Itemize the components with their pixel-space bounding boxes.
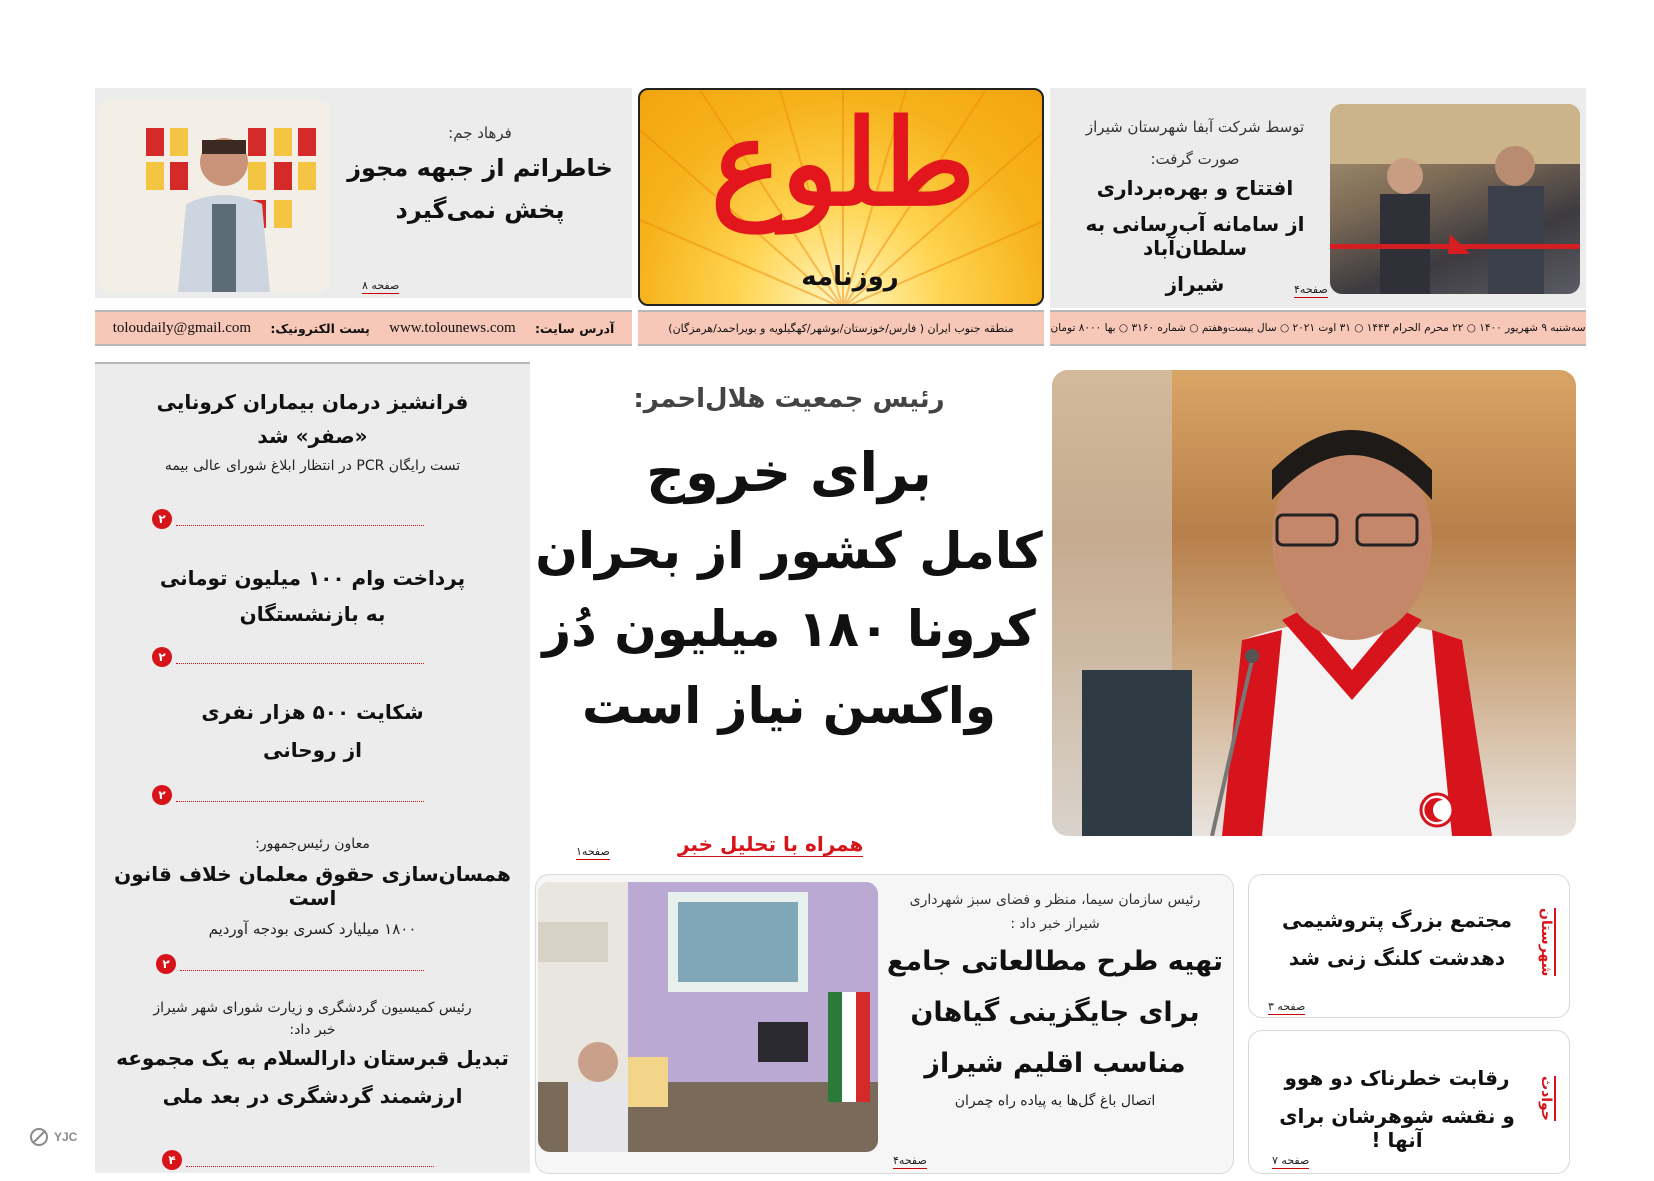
email-link[interactable]: toloudaily@gmail.com (112, 319, 252, 336)
right-card-1-line2[interactable]: دهدشت کلنگ زنی شد (1288, 946, 1506, 970)
side-story-1-line2[interactable]: «صفر» شد (257, 424, 368, 448)
side-story-5-kicker2: خبر داد: (289, 1022, 336, 1038)
center-bottom-page: صفحه۴ (893, 1154, 927, 1167)
yjc-watermark (28, 1126, 77, 1148)
side-story-4 (105, 836, 520, 938)
yjc-logo-icon (28, 1126, 50, 1148)
main-page: صفحه۱ (576, 845, 610, 858)
side-story-3-line1[interactable]: شکایت ۵۰۰ هزار نفری (201, 700, 424, 724)
top-left-headline1[interactable]: خاطراتم از جبهه مجوز (347, 154, 613, 182)
side-story-2-line1[interactable]: پرداخت وام ۱۰۰ میلیون تومانی (159, 566, 466, 590)
logo-sub: روزنامه (801, 262, 899, 292)
top-left-headline2[interactable]: پخش نمی‌گیرد (395, 196, 565, 224)
side-story-2-line2[interactable]: به بازنشستگان (239, 602, 386, 626)
side-story-4-divider (180, 970, 424, 971)
side-story-4-sub: ۱۸۰۰ میلیارد کسری بودجه آوردیم (208, 920, 417, 938)
date-line: سه‌شنبه ۹ شهریور ۱۴۰۰ ○ ۲۲ محرم الحرام ۱۴۴۳ ○ ۳۱ اوت ۲۰۲۱ ○ سال بیست‌وهفتم ○ شماره ۳۱۶۰ ○ بها ۸۰۰۰ تومان (1050, 322, 1586, 334)
right-card-2-line1[interactable]: رقابت خطرناک دو هوو (1284, 1066, 1510, 1090)
side-story-3-divider (176, 801, 424, 802)
side-story-5-line1[interactable]: تبدیل قبرستان دارالسلام به یک مجموعه (116, 1046, 509, 1070)
right-card-1-text (1262, 908, 1532, 970)
right-card-2-page: صفحه ۷ (1272, 1154, 1310, 1167)
main-story (535, 384, 1043, 746)
main-line2[interactable]: کامل کشور از بحران (535, 522, 1043, 580)
info-stripe-center (638, 310, 1044, 346)
side-story-5 (105, 1000, 520, 1108)
right-card-2-text (1262, 1066, 1532, 1152)
top-right-headline3[interactable]: شیراز (1165, 272, 1225, 296)
center-bottom-line3[interactable]: مناسب اقلیم شیراز (924, 1048, 1186, 1079)
right-card-1-tag: شهرستان (1534, 908, 1556, 976)
masthead-logo (638, 88, 1044, 306)
main-line1[interactable]: برای خروج (646, 441, 932, 504)
side-story-4-kicker: معاون رئیس‌جمهور: (255, 836, 370, 852)
side-story-5-kicker1: رئیس کمیسیون گردشگری و زیارت شورای شهر شیراز (153, 1000, 472, 1016)
side-story-5-divider (186, 1166, 434, 1167)
side-story-4-page: ۲ (156, 954, 176, 974)
center-bottom-sub: اتصال باغ گل‌ها به پیاده راه چمران (954, 1093, 1156, 1109)
side-story-3 (105, 700, 520, 762)
main-line3[interactable]: کرونا ۱۸۰ میلیون دُز (542, 599, 1036, 658)
top-right-headline1[interactable]: افتتاح و بهره‌برداری (1096, 176, 1294, 200)
site-label: آدرس سایت: (534, 320, 615, 336)
side-story-5-page: ۴ (162, 1150, 182, 1170)
main-line4[interactable]: واکسن نیاز است (582, 677, 996, 735)
red-crescent-head-photo (1052, 370, 1576, 836)
office-photo (538, 882, 878, 1152)
right-card-1-line1[interactable]: مجتمع بزرگ پتروشیمی (1282, 908, 1512, 932)
right-card-2-line2[interactable]: و نقشه شوهرشان برای آنها ! (1279, 1104, 1515, 1152)
region-line: منطقه جنوب ایران ( فارس/خوزستان/بوشهر/کهگیلویه و بویراحمد/هرمزگان) (668, 321, 1014, 335)
top-left-page: صفحه ۸ (362, 279, 400, 292)
farhad-jam-photo (98, 100, 330, 292)
logo-text: طلوع (710, 93, 976, 232)
side-story-2-divider (176, 663, 424, 664)
side-story-4-line1[interactable]: همسان‌سازی حقوق معلمان خلاف قانون است (114, 862, 511, 910)
right-card-2-tag: حوادث (1534, 1076, 1556, 1121)
info-stripe-left (95, 310, 632, 346)
side-story-2 (105, 566, 520, 626)
top-right-kicker1: توسط شرکت آبفا شهرستان شیراز (1085, 118, 1305, 136)
info-stripe-right (1050, 310, 1586, 346)
top-right-headline2[interactable]: از سامانه آب‌رسانی به سلطان‌آباد (1085, 212, 1305, 260)
center-bottom-line2[interactable]: برای جایگزینی گیاهان (910, 997, 1200, 1028)
site-link[interactable]: www.tolounews.com (389, 319, 516, 336)
side-story-3-page: ۲ (152, 785, 172, 805)
top-left-text (330, 124, 630, 224)
email-label: پست الکترونیک: (270, 320, 370, 336)
side-story-1-sub: تست رایگان PCR در انتظار ابلاغ شورای عالی بیمه (164, 458, 461, 474)
side-story-1-line1[interactable]: فرانشیز درمان بیماران کرونایی (156, 390, 469, 414)
main-kicker: رئیس جمعیت هلال‌احمر: (633, 384, 945, 414)
side-story-1 (105, 390, 520, 474)
ribbon-cutting-photo (1330, 104, 1580, 294)
right-card-1-page: صفحه ۳ (1268, 1000, 1306, 1013)
center-bottom-line1[interactable]: تهیه طرح مطالعاتی جامع (886, 946, 1224, 977)
center-bottom-kicker2: شیراز خبر داد : (1010, 916, 1100, 932)
top-left-kicker: فرهاد جم: (448, 124, 512, 142)
yjc-watermark-text: YJC (54, 1130, 78, 1144)
side-story-1-divider (176, 525, 424, 526)
top-right-kicker2: صورت گرفت: (1150, 150, 1240, 168)
top-right-page: صفحه۴ (1294, 283, 1328, 296)
side-story-1-page: ۲ (152, 509, 172, 529)
center-bottom-text (880, 892, 1230, 1109)
center-bottom-kicker1: رئیس سازمان سیما، منظر و فضای سبز شهرداری (909, 892, 1201, 908)
side-story-3-line2[interactable]: از روحانی (263, 738, 362, 762)
side-story-5-line2[interactable]: ارزشمند گردشگری در بعد ملی (162, 1084, 463, 1108)
analysis-link[interactable]: همراه با تحلیل خبر (678, 832, 864, 856)
side-story-2-page: ۲ (152, 647, 172, 667)
top-right-text (1060, 118, 1330, 296)
